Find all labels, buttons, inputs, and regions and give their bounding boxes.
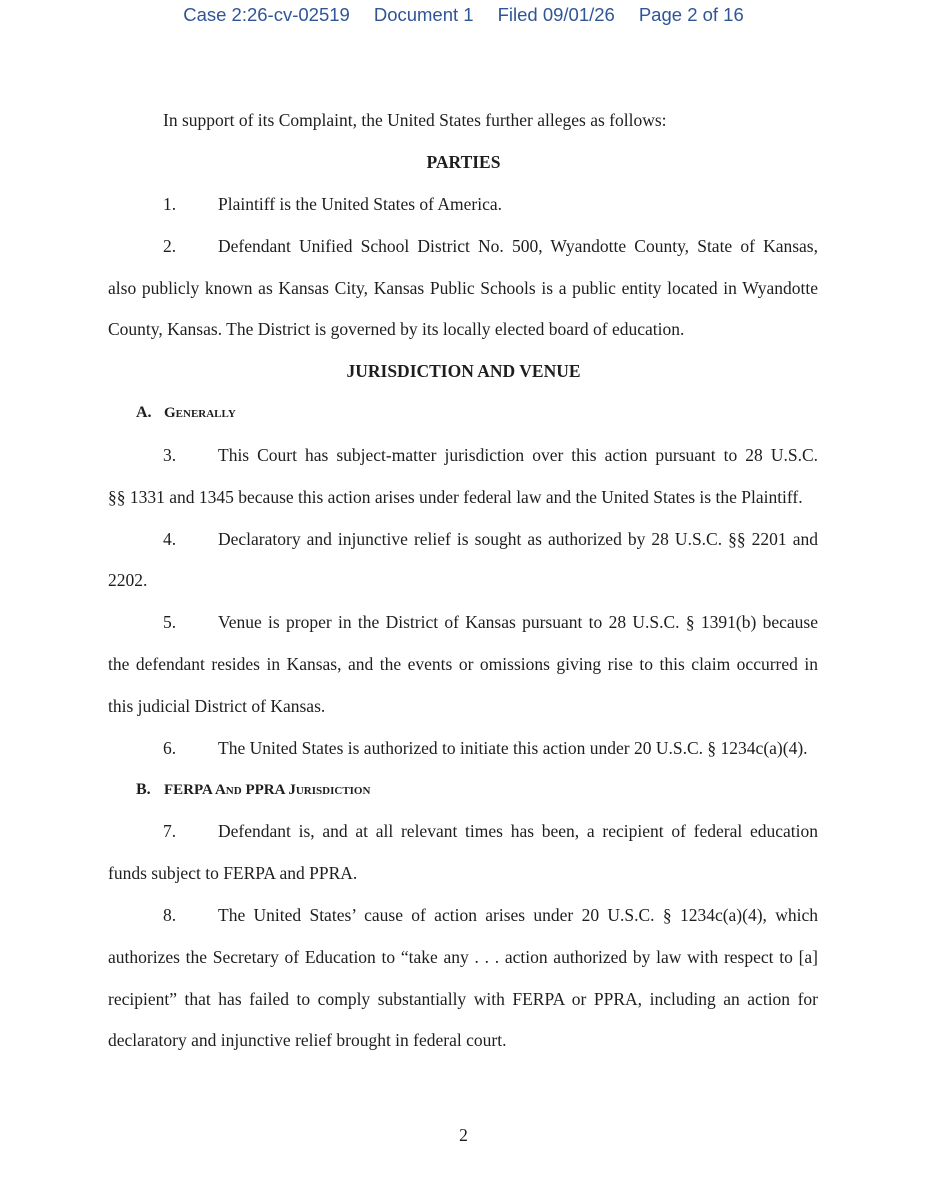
paragraph-number: 3. [163,445,177,465]
page-number: 2 [459,1125,468,1145]
filed-date: Filed 09/01/26 [497,4,615,25]
paragraph-number: 5. [163,612,177,632]
paragraph-number: 4. [163,529,177,549]
paragraph-line: Defendant Unified School District No. 500, Wyandotte County, State of Kansas, [218,236,818,256]
subsection-title: Generally [164,405,236,421]
paragraph-line: authorizes the Secretary of Education to “take any . . . action authorized by law with respect to [a] [108,947,818,967]
paragraph-line: funds subject to FERPA and PPRA. [108,863,358,883]
paragraph-line: Declaratory and injunctive relief is sought as authorized by 28 U.S.C. §§ 2201 and [218,529,818,549]
paragraph-line: Defendant is, and at all relevant times has been, a recipient of federal education [218,821,818,841]
paragraph-number: 6. [163,738,177,758]
case-number: Case 2:26-cv-02519 [183,4,350,25]
paragraph-line: the defendant resides in Kansas, and the events or omissions giving rise to this claim occurred in [108,654,818,674]
subsection-heading-b [136,779,370,801]
section-heading-jurisdiction: JURISDICTION AND VENUE [346,361,581,381]
paragraph-number: 7. [163,821,177,841]
paragraph-line: this judicial District of Kansas. [108,696,326,716]
paragraph-line: County, Kansas. The District is governed by its locally elected board of education. [108,319,685,339]
paragraph-line: Venue is proper in the District of Kansas pursuant to 28 U.S.C. § 1391(b) because [218,612,818,632]
document-number: Document 1 [373,4,474,25]
paragraph-number: 8. [163,905,177,925]
paragraph-number: 1. [163,194,177,214]
subsection-title: FERPA And PPRA Jurisdiction [164,782,371,798]
filing-header [0,4,927,26]
paragraph-line: This Court has subject-matter jurisdiction over this action pursuant to 28 U.S.C. [218,445,818,465]
paragraph-line: The United States’ cause of action arises under 20 U.S.C. § 1234c(a)(4), which [218,905,818,925]
page-count: Page 2 of 16 [638,4,744,25]
paragraph-line: 2202. [108,570,148,590]
paragraph-line: declaratory and injunctive relief brought in federal court. [108,1030,507,1050]
paragraph-line: The United States is authorized to initiate this action under 20 U.S.C. § 1234c(a)(4). [218,738,808,758]
paragraph-line: recipient” that has failed to comply substantially with FERPA or PPRA, including an action for [108,989,818,1009]
subsection-letter: B. [136,781,151,798]
paragraph-line: §§ 1331 and 1345 because this action arises under federal law and the United States is the Plaintiff. [108,487,803,507]
subsection-heading-a [136,402,236,424]
subsection-letter: A. [136,404,152,421]
paragraph-line: Plaintiff is the United States of America. [218,194,502,214]
section-heading-parties: PARTIES [426,152,501,172]
paragraph-number: 2. [163,236,177,256]
intro-text: In support of its Complaint, the United States further alleges as follows: [163,110,667,130]
paragraph-line: also publicly known as Kansas City, Kansas Public Schools is a public entity located in Wyandotte [108,278,818,298]
